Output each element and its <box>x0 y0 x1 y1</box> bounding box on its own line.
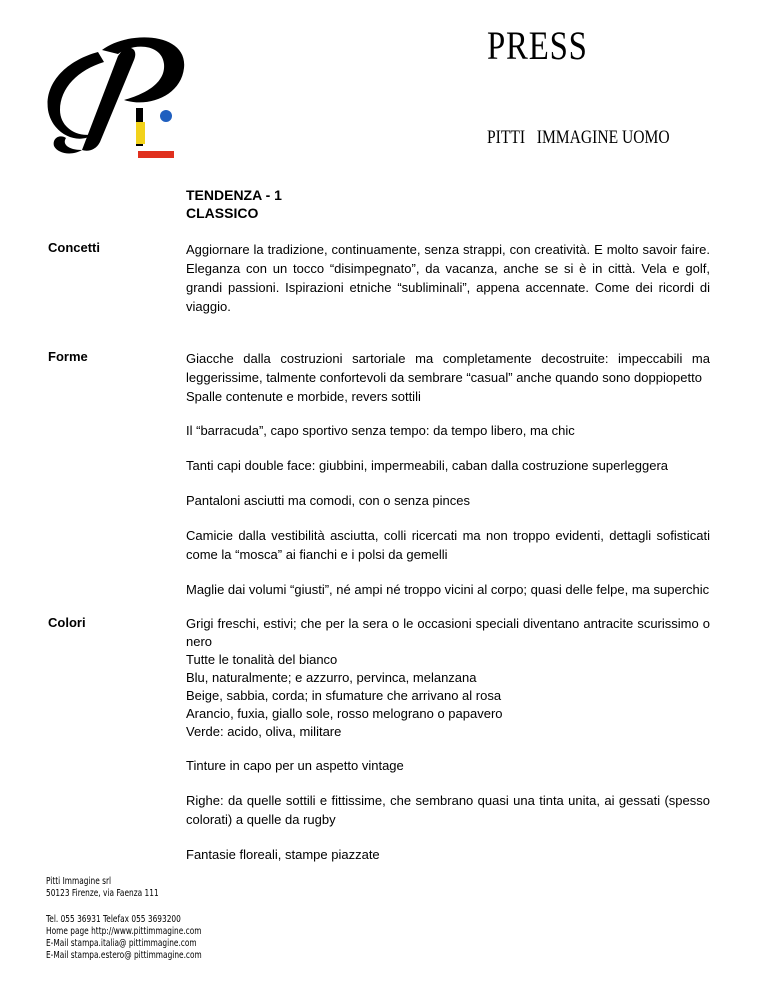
forme-paragraph-2: Il “barracuda”, capo sportivo senza tempo: da tempo libero, ma chic <box>186 423 575 438</box>
heading-line-2: CLASSICO <box>186 205 259 221</box>
text-line: Righe: da quelle sottili e fittissime, che sembrano quasi una tinta unita, ai gessati (spesso <box>186 793 710 808</box>
text-line: Giacche dalla costruzioni sartoriale ma completamente decostruite: impeccabili ma <box>186 351 710 366</box>
forme-paragraph-1 <box>186 349 710 406</box>
footer-address: 50123 Firenze, via Faenza 111 <box>46 888 159 899</box>
text-line: grandi passioni. Ispirazioni etniche “subliminali”, appena accennate. Come dei ricordi di <box>186 280 710 295</box>
pitti-immagine-logo <box>38 30 188 162</box>
colori-paragraph-3 <box>186 791 710 829</box>
text-line: Arancio, fuxia, giallo sole, rosso melograno o papavero <box>186 706 503 721</box>
text-line: Spalle contenute e morbide, revers sottili <box>186 389 421 404</box>
footer-company <box>46 876 159 900</box>
text-line: Eleganza con un tocco “disimpegnato”, da vacanza, anche se si è in città. Vela e golf, <box>186 261 710 276</box>
colori-paragraph-1 <box>186 615 710 741</box>
text-line: colorati) a quelle da rugby <box>186 812 336 827</box>
text-line: Grigi freschi, estivi; che per la sera o le occasioni speciali diventano antracite scurissimo o <box>186 616 710 631</box>
text-line: nero <box>186 634 213 649</box>
document-heading <box>186 186 282 222</box>
text-line: Beige, sabbia, corda; in sfumature che arrivano al rosa <box>186 688 502 703</box>
section-label-colori: Colori <box>48 615 86 630</box>
footer-phone: Tel. 055 36931 Telefax 055 3693200 <box>46 914 181 925</box>
text-line: Verde: acido, oliva, militare <box>186 724 342 739</box>
colori-paragraph-2: Tinture in capo per un aspetto vintage <box>186 758 404 773</box>
text-line: leggerissime, talmente confortevoli da sembrare “casual” anche quando sono doppiopetto <box>186 370 702 385</box>
forme-paragraph-4: Pantaloni asciutti ma comodi, con o senza pinces <box>186 493 470 508</box>
text-line: Blu, naturalmente; e azzurro, pervinca, melanzana <box>186 670 477 685</box>
heading-line-1: TENDENZA - 1 <box>186 187 282 203</box>
forme-paragraph-5 <box>186 526 710 564</box>
forme-paragraph-6: Maglie dai volumi “giusti”, né ampi né troppo vicini al corpo; quasi delle felpe, ma superchic <box>186 582 710 597</box>
concetti-paragraph <box>186 240 710 316</box>
colori-paragraph-4: Fantasie floreali, stampe piazzate <box>186 847 380 862</box>
footer-email-estero[interactable]: E-Mail stampa.estero@ pittimmagine.com <box>46 950 202 961</box>
footer-company-name: Pitti Immagine srl <box>46 876 112 887</box>
text-line: Aggiornare la tradizione, continuamente, senza strappi, con creatività. E molto savoir faire. <box>186 242 710 257</box>
text-line: Tutte le tonalità del bianco <box>186 652 338 667</box>
section-label-concetti: Concetti <box>48 240 100 255</box>
brand-name: PITTI IMMAGINE UOMO <box>487 127 670 148</box>
text-line: viaggio. <box>186 299 231 314</box>
forme-paragraph-3: Tanti capi double face: giubbini, impermeabili, caban dalla costruzione superleggera <box>186 458 669 473</box>
footer-contacts <box>46 914 202 962</box>
section-label-forme: Forme <box>48 349 88 364</box>
text-line: come la “mosca” ai fianchi e i polsi da gemelli <box>186 547 448 562</box>
press-title: PRESS <box>487 23 588 68</box>
footer-email-italia[interactable]: E-Mail stampa.italia@ pittimmagine.com <box>46 938 197 949</box>
text-line: Camicie dalla vestibilità asciutta, colli ricercati ma non troppo evidenti, dettagli sofisticati <box>186 528 710 543</box>
footer-homepage-link[interactable]: Home page http://www.pittimmagine.com <box>46 926 202 937</box>
